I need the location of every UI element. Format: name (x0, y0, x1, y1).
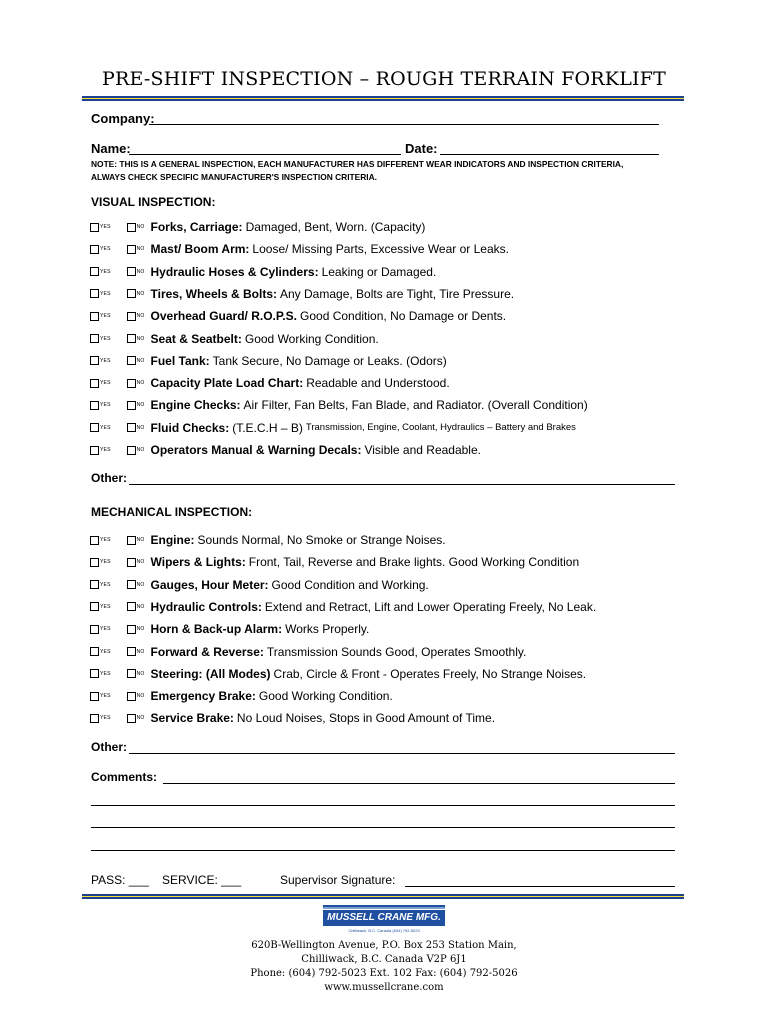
item-description: Good Condition and Working. (271, 577, 429, 592)
yes-checkbox[interactable] (90, 267, 99, 276)
item-label: Engine: (150, 533, 195, 547)
item-label: Capacity Plate Load Chart: (150, 376, 304, 391)
yes-checkbox[interactable] (90, 312, 99, 321)
no-checkbox-label: NO (136, 447, 145, 453)
no-checkbox[interactable] (127, 446, 136, 455)
item-label: Overhead Guard/ R.O.P.S. (150, 309, 298, 324)
comments-field-line-1[interactable] (163, 783, 675, 784)
item-description: Front, Tail, Reverse and Brake lights. Good Working Condition (248, 555, 580, 570)
item-description: (T.E.C.H – B) (232, 420, 303, 435)
yes-checkbox-label: YES (100, 268, 111, 275)
no-checkbox[interactable] (127, 580, 136, 589)
item-description-detail: Transmission, Engine, Coolant, Hydraulics – Battery and Brakes (305, 422, 576, 434)
no-checkbox[interactable] (127, 692, 136, 701)
item-description: Readable and Understood. (306, 376, 450, 391)
item-description: Transmission Sounds Good, Operates Smoothly. (266, 644, 527, 659)
item-description: Good Working Condition. (258, 689, 393, 704)
name-label: Name: (91, 141, 131, 156)
mechanical-inspection-item (90, 554, 579, 570)
no-checkbox-label: NO (136, 581, 145, 588)
yes-checkbox[interactable] (90, 245, 99, 254)
no-checkbox[interactable] (127, 669, 136, 678)
yes-checkbox-label: YES (100, 581, 111, 588)
item-label: Operators Manual & Warning Decals: (150, 443, 362, 457)
yes-checkbox-label: YES (100, 380, 111, 387)
item-description: Works Properly. (285, 622, 370, 637)
header-rule (82, 96, 684, 101)
logo-wordmark: MUSSELL CRANE MFG. (323, 910, 445, 926)
address-phone: Phone: (604) 792-5023 Ext. 102 Fax: (604) 792-5026 (250, 968, 518, 979)
mechanical-inspection-item (90, 688, 393, 704)
no-checkbox[interactable] (127, 267, 136, 276)
yes-checkbox-label: YES (100, 246, 111, 253)
yes-checkbox[interactable] (90, 401, 99, 410)
supervisor-signature-label: Supervisor Signature: (280, 873, 396, 887)
item-label: Hydraulic Controls: (150, 599, 262, 614)
no-checkbox[interactable] (127, 647, 136, 656)
visual-inspection-item (90, 286, 514, 302)
item-description: Any Damage, Bolts are Tight, Tire Pressure. (280, 286, 515, 301)
no-checkbox-label: NO (136, 715, 145, 722)
yes-checkbox[interactable] (90, 446, 99, 455)
yes-checkbox[interactable] (90, 334, 99, 343)
item-label: Fuel Tank: (150, 353, 210, 368)
comments-field-line-3[interactable] (91, 827, 675, 828)
yes-checkbox-label: YES (100, 715, 111, 722)
item-label: Forks, Carriage: (150, 220, 243, 234)
visual-inspection-item (90, 375, 450, 391)
item-description: Good Working Condition. (244, 331, 379, 346)
mechanical-other-label: Other: (91, 740, 127, 754)
yes-checkbox[interactable] (90, 580, 99, 589)
item-description: Visible and Readable. (364, 443, 481, 457)
comments-label: Comments: (91, 770, 158, 784)
mechanical-inspection-item (90, 710, 495, 726)
no-checkbox-label: NO (136, 648, 145, 655)
yes-checkbox[interactable] (90, 647, 99, 656)
no-checkbox-label: NO (136, 693, 145, 700)
item-description: Air Filter, Fan Belts, Fan Blade, and Radiator. (Overall Condition) (243, 398, 588, 413)
pass-field[interactable]: PASS: ___ (91, 873, 149, 887)
yes-checkbox-label: YES (100, 290, 111, 297)
item-description: Damaged, Bent, Worn. (Capacity) (245, 220, 426, 234)
yes-checkbox-label: YES (100, 313, 111, 320)
yes-checkbox[interactable] (90, 423, 99, 432)
yes-checkbox-label: YES (100, 447, 111, 453)
no-checkbox-label: NO (136, 670, 145, 677)
mechanical-inspection-item (90, 577, 429, 593)
no-checkbox-label: NO (136, 559, 145, 566)
no-checkbox[interactable] (127, 401, 136, 410)
footer-rule (82, 894, 684, 899)
item-description: Good Condition, No Damage or Dents. (300, 309, 507, 324)
no-checkbox-label: NO (136, 246, 145, 253)
mechanical-inspection-item (90, 621, 369, 637)
supervisor-signature-field[interactable] (405, 886, 675, 887)
page-title: PRE-SHIFT INSPECTION – ROUGH TERRAIN FORKLIFT (102, 68, 666, 90)
yes-checkbox[interactable] (90, 558, 99, 567)
item-label: Forward & Reverse: (150, 644, 264, 659)
item-label: Gauges, Hour Meter: (150, 577, 269, 592)
item-description: Loose/ Missing Parts, Excessive Wear or Leaks. (252, 242, 509, 257)
yes-checkbox[interactable] (90, 714, 99, 723)
no-checkbox-label: NO (136, 290, 145, 297)
yes-checkbox-label: YES (100, 603, 111, 610)
yes-checkbox[interactable] (90, 602, 99, 611)
mechanical-inspection-item (90, 666, 586, 682)
no-checkbox[interactable] (127, 602, 136, 611)
company-label: Company: (91, 111, 155, 126)
mechanical-inspection-item (90, 599, 596, 615)
visual-inspection-item (90, 420, 576, 436)
no-checkbox[interactable] (127, 223, 136, 232)
visual-inspection-item (90, 331, 379, 347)
name-field[interactable] (129, 154, 401, 155)
mechanical-other-field[interactable] (129, 753, 675, 754)
no-checkbox[interactable] (127, 714, 136, 723)
yes-checkbox-label: YES (100, 693, 111, 700)
address-line: Chilliwack, B.C. Canada V2P 6J1 (301, 954, 467, 965)
mechanical-inspection-item (90, 644, 526, 660)
yes-checkbox[interactable] (90, 625, 99, 634)
visual-inspection-item (90, 397, 588, 413)
company-field[interactable] (149, 124, 659, 125)
yes-checkbox[interactable] (90, 223, 99, 232)
item-description: Leaking or Damaged. (321, 264, 437, 279)
visual-inspection-item (90, 308, 506, 324)
no-checkbox[interactable] (127, 245, 136, 254)
item-label: Wipers & Lights: (150, 555, 246, 570)
visual-inspection-item (90, 442, 481, 458)
no-checkbox-label: NO (136, 313, 145, 320)
item-label: Tires, Wheels & Bolts: (150, 286, 277, 301)
address-line: 620B-Wellington Avenue, P.O. Box 253 Station Main, (251, 940, 517, 951)
comments-field-line-4[interactable] (91, 850, 675, 851)
no-checkbox[interactable] (127, 536, 136, 545)
item-label: Mast/ Boom Arm: (150, 242, 250, 257)
yes-checkbox-label: YES (100, 559, 111, 566)
yes-checkbox-label: YES (100, 224, 111, 230)
visual-inspection-item (90, 219, 425, 235)
no-checkbox-label: NO (136, 402, 145, 409)
no-checkbox-label: NO (136, 380, 145, 387)
item-label: Service Brake: (150, 711, 234, 726)
no-checkbox-label: NO (136, 626, 145, 633)
no-checkbox[interactable] (127, 289, 136, 298)
yes-checkbox[interactable] (90, 669, 99, 678)
item-label: Hydraulic Hoses & Cylinders: (150, 264, 319, 279)
date-field[interactable] (440, 154, 659, 155)
yes-checkbox-label: YES (100, 537, 111, 543)
address-website[interactable]: www.mussellcrane.com (324, 982, 444, 993)
no-checkbox-label: NO (136, 603, 145, 610)
item-description: Crab, Circle & Front - Operates Freely, No Strange Noises. (273, 666, 587, 681)
yes-checkbox[interactable] (90, 289, 99, 298)
item-description: Tank Secure, No Damage or Leaks. (Odors) (212, 353, 447, 368)
yes-checkbox-label: YES (100, 670, 111, 677)
yes-checkbox-label: YES (100, 357, 111, 364)
company-logo (323, 905, 445, 939)
no-checkbox-label: NO (136, 335, 145, 342)
item-label: Emergency Brake: (150, 689, 256, 704)
yes-checkbox[interactable] (90, 692, 99, 701)
inspection-note: NOTE: THIS IS A GENERAL INSPECTION, EACH MANUFACTURER HAS DIFFERENT WEAR INDICATORS AND INSPECTION CRITERIA, ALWAYS CHECK SPECIFIC MANUFACTURER'S INSPECTION CRITERIA. (91, 159, 624, 182)
no-checkbox[interactable] (127, 379, 136, 388)
comments-field-line-2[interactable] (91, 805, 675, 806)
yes-checkbox-label: YES (100, 402, 111, 409)
yes-checkbox[interactable] (90, 356, 99, 365)
no-checkbox[interactable] (127, 558, 136, 567)
yes-checkbox-label: YES (100, 648, 111, 655)
logo-subtext: Chilliwack, B.C. Canada (604) 792-5023 (348, 928, 420, 933)
no-checkbox[interactable] (127, 312, 136, 321)
item-label: Engine Checks: (150, 398, 241, 413)
no-checkbox-label: NO (136, 268, 145, 275)
no-checkbox-label: NO (136, 357, 145, 364)
yes-checkbox[interactable] (90, 536, 99, 545)
yes-checkbox-label: YES (100, 424, 111, 431)
mechanical-inspection-item (90, 532, 446, 548)
item-description: Sounds Normal, No Smoke or Strange Noises. (197, 533, 446, 547)
company-address (0, 939, 768, 995)
visual-inspection-heading: VISUAL INSPECTION: (91, 195, 216, 209)
mechanical-inspection-heading: MECHANICAL INSPECTION: (91, 505, 253, 519)
visual-other-label: Other: (91, 471, 127, 485)
item-label: Horn & Back-up Alarm: (150, 622, 283, 637)
no-checkbox-label: NO (136, 224, 145, 230)
service-field[interactable]: SERVICE: ___ (162, 873, 242, 887)
no-checkbox[interactable] (127, 423, 136, 432)
visual-other-field[interactable] (129, 484, 675, 485)
no-checkbox-label: NO (136, 424, 145, 431)
yes-checkbox-label: YES (100, 335, 111, 342)
yes-checkbox-label: YES (100, 626, 111, 633)
item-label: Fluid Checks: (150, 420, 230, 435)
item-label: Seat & Seatbelt: (150, 331, 242, 346)
no-checkbox-label: NO (136, 537, 145, 543)
item-description: No Loud Noises, Stops in Good Amount of Time. (236, 711, 496, 726)
visual-inspection-item (90, 264, 436, 280)
yes-checkbox[interactable] (90, 379, 99, 388)
item-description: Extend and Retract, Lift and Lower Operating Freely, No Leak. (264, 599, 597, 614)
logo-stripe (323, 907, 445, 909)
visual-inspection-item (90, 353, 447, 369)
item-label: Steering: (All Modes) (150, 666, 271, 681)
visual-inspection-item (90, 241, 509, 257)
date-label: Date: (405, 141, 438, 156)
no-checkbox[interactable] (127, 334, 136, 343)
no-checkbox[interactable] (127, 356, 136, 365)
no-checkbox[interactable] (127, 625, 136, 634)
